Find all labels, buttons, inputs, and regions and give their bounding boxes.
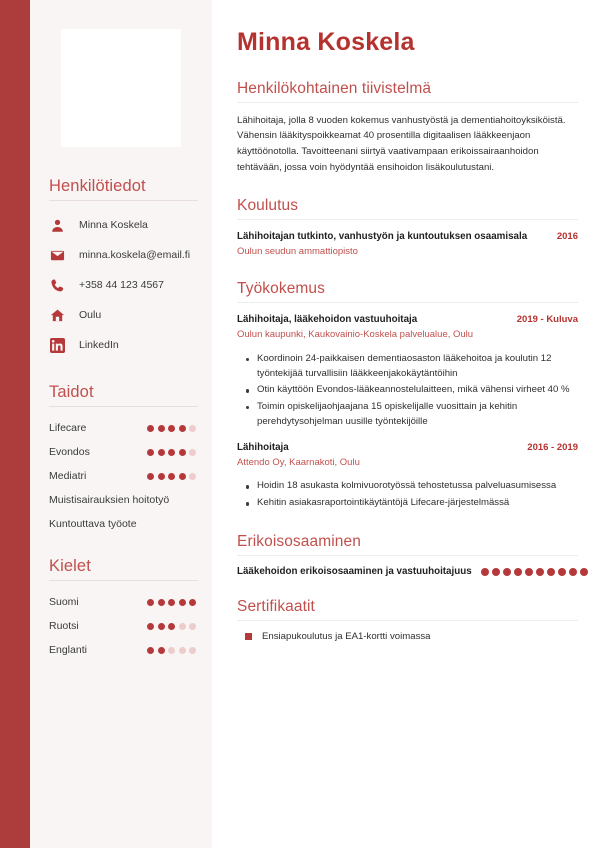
- rating-dot-filled: [503, 568, 511, 576]
- skill-row: [42, 512, 198, 536]
- entry-title: Lähihoitajan tutkinto, vanhustyön ja kuntoutuksen osaamisala: [237, 230, 528, 242]
- contact-item-linkedin[interactable]: [42, 330, 198, 360]
- entry-bullet: Toimin opiskelijaohjaajana 15 opiskelijalle vuosittain ja kehitin perehdytysohjelman uusille työntekijöille: [237, 400, 578, 430]
- languages-list: [42, 590, 198, 662]
- rating-dot-filled: [147, 623, 154, 630]
- personal-details-divider: [49, 200, 198, 201]
- contact-item-email[interactable]: [42, 240, 198, 270]
- rating-dot-filled: [179, 449, 186, 456]
- education-divider: [237, 219, 578, 220]
- entry-bullet-list: [237, 352, 578, 430]
- expertise-label: Lääkehoidon erikoisosaaminen ja vastuuhoitajuus: [237, 566, 472, 578]
- rating-dots: [481, 568, 588, 576]
- linkedin-icon: [49, 337, 66, 354]
- section-languages: [42, 557, 198, 662]
- entry-date: 2019 - Kuluva: [516, 314, 578, 326]
- entry-bullet: Koordinoin 24-paikkaisen dementiaosaston lääkehoitoa ja koulutin 12 työntekijää turvallisiin lääkkeenjakokäytäntöihin: [237, 352, 578, 382]
- certificate-bullet-icon: [245, 633, 252, 640]
- left-accent-bar: [0, 0, 30, 848]
- rating-dots: [147, 599, 196, 606]
- section-summary: [237, 80, 578, 176]
- entry-title: Lähihoitaja, lääkehoidon vastuuhoitaja: [237, 314, 418, 326]
- rating-dot-filled: [547, 568, 555, 576]
- skill-row: [42, 440, 198, 464]
- contact-item-location[interactable]: [42, 300, 198, 330]
- language-row: [42, 614, 198, 638]
- rating-dot-filled: [179, 599, 186, 606]
- home-icon: [49, 307, 66, 324]
- rating-dot-filled: [536, 568, 544, 576]
- rating-dot-filled: [492, 568, 500, 576]
- rating-dot-filled: [168, 599, 175, 606]
- experience-entry: [237, 230, 578, 259]
- contact-linkedin-text: LinkedIn: [79, 338, 119, 351]
- candidate-name: Minna Koskela: [237, 28, 415, 56]
- skills-divider: [49, 406, 198, 407]
- experience-entry: [237, 441, 578, 511]
- rating-dot-filled: [147, 647, 154, 654]
- rating-dot-empty: [189, 623, 196, 630]
- section-work-experience: [237, 280, 578, 511]
- languages-divider: [49, 580, 198, 581]
- work-entries: [237, 313, 578, 511]
- summary-text: Lähihoitaja, jolla 8 vuoden kokemus vanhustyöstä ja dementiahoitoyksiköistä. Vähensin lääkityspoikkeamat 40 prosentilla digitaalisen lääkkeenjaon käyttöönotolla. Tavoitteenani siirtyä vaativampaan erikoissairaanhoidon tehtävään, jossa voin hyödyntää ensihoidon lisäkoulutustani.: [237, 114, 566, 173]
- summary-divider: [237, 102, 578, 103]
- language-row: [42, 590, 198, 614]
- rating-dot-empty: [189, 425, 196, 432]
- entry-bullet: Hoidin 18 asukasta kolmivuorotyössä tehostetussa palveluasumisessa: [237, 479, 578, 494]
- rating-dot-filled: [147, 599, 154, 606]
- entry-title: Lähihoitaja: [237, 442, 289, 454]
- skill-label: Mediatri: [49, 470, 87, 482]
- rating-dot-filled: [158, 647, 165, 654]
- rating-dot-empty: [189, 647, 196, 654]
- education-heading: Koulutus: [237, 196, 299, 214]
- rating-dot-filled: [158, 599, 165, 606]
- rating-dot-empty: [189, 473, 196, 480]
- section-personal-details: [42, 177, 198, 360]
- skill-label: Lifecare: [49, 422, 87, 434]
- language-label: Ruotsi: [49, 620, 79, 632]
- phone-icon: [49, 277, 66, 294]
- rating-dot-empty: [179, 647, 186, 654]
- skill-label: Evondos: [49, 446, 90, 458]
- profile-photo-placeholder: [61, 29, 181, 147]
- rating-dot-filled: [158, 623, 165, 630]
- expertise-divider: [237, 555, 578, 556]
- skills-list: [42, 416, 198, 536]
- rating-dot-filled: [481, 568, 489, 576]
- main-content: [212, 0, 600, 848]
- section-certificates: [237, 598, 578, 642]
- section-skills: [42, 383, 198, 536]
- certificates-list: [237, 631, 578, 642]
- contact-phone-text: +358 44 123 4567: [79, 278, 164, 291]
- section-education: [237, 197, 578, 259]
- work-heading: Työkokemus: [237, 280, 326, 298]
- rating-dot-empty: [179, 623, 186, 630]
- certificate-text: Ensiapukoulutus ja EA1-kortti voimassa: [262, 631, 431, 643]
- entry-bullet-list: [237, 479, 578, 511]
- entry-bullet: Kehitin asiakasraportointikäytäntöjä Lifecare-järjestelmässä: [237, 496, 578, 511]
- rating-dot-filled: [158, 425, 165, 432]
- language-row: [42, 638, 198, 662]
- rating-dot-filled: [514, 568, 522, 576]
- rating-dot-filled: [158, 473, 165, 480]
- contact-item-phone[interactable]: [42, 270, 198, 300]
- rating-dot-filled: [168, 449, 175, 456]
- contact-list: [42, 210, 198, 360]
- entry-date: 2016 - 2019: [527, 442, 578, 454]
- contact-location-text: Oulu: [79, 308, 102, 321]
- skill-row: [42, 488, 198, 512]
- certificate-row: [237, 631, 578, 642]
- rating-dots: [147, 473, 196, 480]
- rating-dot-filled: [580, 568, 588, 576]
- language-label: Suomi: [49, 596, 79, 608]
- experience-entry: [237, 313, 578, 430]
- skills-heading: Taidot: [49, 383, 94, 401]
- rating-dot-filled: [558, 568, 566, 576]
- languages-heading: Kielet: [49, 557, 91, 575]
- entry-header: [237, 313, 578, 327]
- skill-row: [42, 416, 198, 440]
- language-label: Englanti: [49, 644, 87, 656]
- entry-date: 2016: [556, 230, 578, 242]
- rating-dots: [147, 425, 196, 432]
- rating-dot-filled: [147, 449, 154, 456]
- rating-dot-filled: [569, 568, 577, 576]
- person-icon: [49, 217, 66, 234]
- rating-dot-filled: [168, 473, 175, 480]
- rating-dot-filled: [525, 568, 533, 576]
- entry-organization: Oulun seudun ammattiopisto: [237, 246, 358, 258]
- certificates-divider: [237, 620, 578, 621]
- entry-organization: Oulun kaupunki, Kaukovainio-Koskela palvelualue, Oulu: [237, 329, 474, 341]
- skill-label: Kuntouttava työote: [49, 518, 137, 530]
- education-entries: [237, 230, 578, 259]
- skill-row: [42, 464, 198, 488]
- entry-organization: Attendo Oy, Kaarnakoti, Oulu: [237, 457, 360, 469]
- rating-dot-filled: [168, 425, 175, 432]
- rating-dot-filled: [179, 473, 186, 480]
- rating-dot-filled: [158, 449, 165, 456]
- entry-bullet: Otin käyttöön Evondos-lääkeannostelulaitteen, mikä vähensi virheet 40 %: [237, 383, 578, 398]
- contact-email-text: minna.koskela@email.fi: [79, 248, 191, 261]
- contact-item-name[interactable]: [42, 210, 198, 240]
- rating-dot-filled: [168, 623, 175, 630]
- rating-dot-filled: [189, 599, 196, 606]
- sidebar: [30, 0, 212, 848]
- certificates-heading: Sertifikaatit: [237, 598, 315, 616]
- summary-heading: Henkilökohtainen tiivistelmä: [237, 79, 432, 97]
- rating-dot-filled: [147, 473, 154, 480]
- rating-dots: [147, 647, 196, 654]
- entry-header: [237, 441, 578, 455]
- rating-dot-empty: [168, 647, 175, 654]
- skill-label: Muistisairauksien hoitotyö: [49, 494, 170, 506]
- section-expertise: [237, 533, 578, 577]
- work-divider: [237, 302, 578, 303]
- rating-dot-filled: [179, 425, 186, 432]
- entry-header: [237, 230, 578, 244]
- rating-dots: [147, 623, 196, 630]
- expertise-row: [237, 566, 578, 577]
- expertise-list: [237, 566, 578, 577]
- personal-details-heading: Henkilötiedot: [49, 177, 146, 195]
- contact-name-text: Minna Koskela: [79, 218, 148, 231]
- expertise-heading: Erikoisosaaminen: [237, 533, 361, 551]
- rating-dot-filled: [147, 425, 154, 432]
- rating-dot-empty: [189, 449, 196, 456]
- envelope-icon: [49, 247, 66, 264]
- rating-dots: [147, 449, 196, 456]
